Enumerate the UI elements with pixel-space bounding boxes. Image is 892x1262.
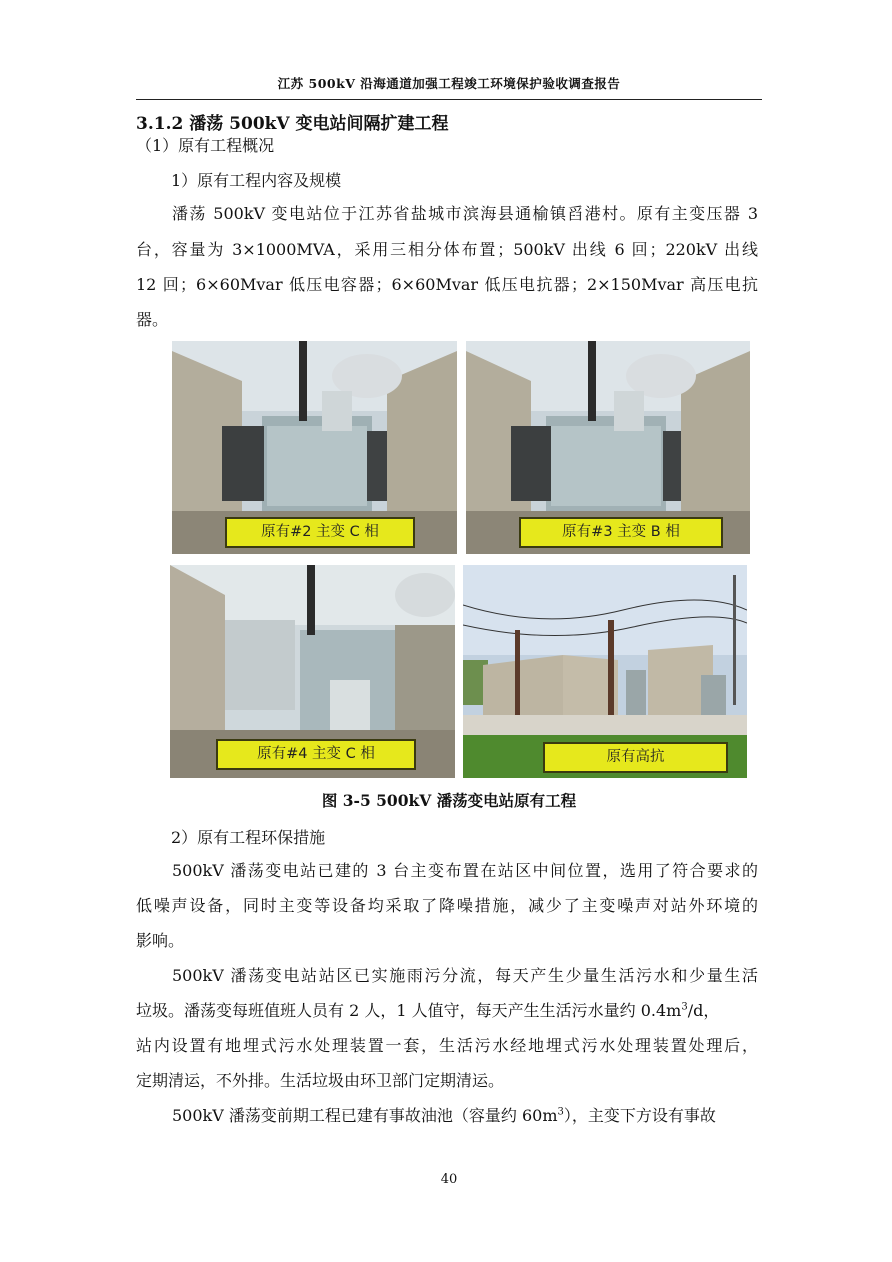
paragraph-line: 低噪声设备，同时主变等设备均采取了降噪措施，减少了主变噪声对站外环境的	[136, 896, 758, 915]
photo-transformer-4c	[170, 565, 455, 778]
text-span: ），主变下方设有事故	[563, 1106, 716, 1125]
paragraph-line: 台，容量为 3×1000MVA，采用三相分体布置；500kV 出线 6 回；220kV 出线	[136, 240, 758, 259]
photo-label: 原有#3 主变 B 相	[519, 517, 723, 548]
photo-reactor	[463, 565, 747, 778]
header-divider	[136, 99, 762, 100]
superscript: 3	[681, 1001, 688, 1013]
photo-label: 原有#4 主变 C 相	[216, 739, 416, 770]
paragraph-line: 潘荡 500kV 变电站位于江苏省盐城市滨海县通榆镇舀港村。原有主变压器 3	[172, 204, 758, 223]
figure-caption: 图 3-5 500kV 潘荡变电站原有工程	[321, 791, 577, 810]
text-span: 500kV 潘荡变前期工程已建有事故油池（容量约 60m	[172, 1106, 558, 1125]
section-title: 3.1.2 潘荡 500kV 变电站间隔扩建工程	[136, 114, 449, 134]
photo-label: 原有#2 主变 C 相	[225, 517, 415, 548]
superscript: 3	[557, 1106, 564, 1118]
paragraph-line: 器。	[136, 310, 169, 329]
paragraph-line: 12 回；6×60Mvar 低压电容器；6×60Mvar 低压电抗器；2×150Mvar 高压电抗	[136, 275, 758, 294]
photo-transformer-3b	[466, 341, 750, 554]
subsubsection-heading: 1）原有工程内容及规模	[171, 171, 342, 190]
paragraph-line	[172, 1106, 716, 1126]
paragraph-line: 500kV 潘荡变电站站区已实施雨污分流，每天产生少量生活污水和少量生活	[172, 966, 758, 985]
paragraph-line: 影响。	[136, 931, 185, 950]
paragraph-line: 500kV 潘荡变电站已建的 3 台主变布置在站区中间位置，选用了符合要求的	[172, 861, 758, 880]
page-number: 40	[440, 1172, 458, 1187]
photo-transformer-2c	[172, 341, 457, 554]
paragraph-line	[136, 1001, 719, 1021]
report-header: 江苏 500kV 沿海通道加强工程竣工环境保护验收调查报告	[277, 76, 621, 91]
paragraph-line: 站内设置有地埋式污水处理装置一套，生活污水经地埋式污水处理装置处理后，	[136, 1036, 758, 1055]
paragraph-line: 定期清运，不外排。生活垃圾由环卫部门定期清运。	[136, 1071, 505, 1090]
text-span: /d，	[687, 1001, 720, 1020]
photo-label: 原有高抗	[543, 742, 728, 773]
subsubsection-heading: 2）原有工程环保措施	[171, 828, 326, 847]
text-span: 垃圾。潘荡变每班值班人员有 2 人，1 人值守，每天产生生活污水量约 0.4m	[136, 1001, 682, 1020]
subsection-heading: （1）原有工程概况	[136, 136, 275, 155]
